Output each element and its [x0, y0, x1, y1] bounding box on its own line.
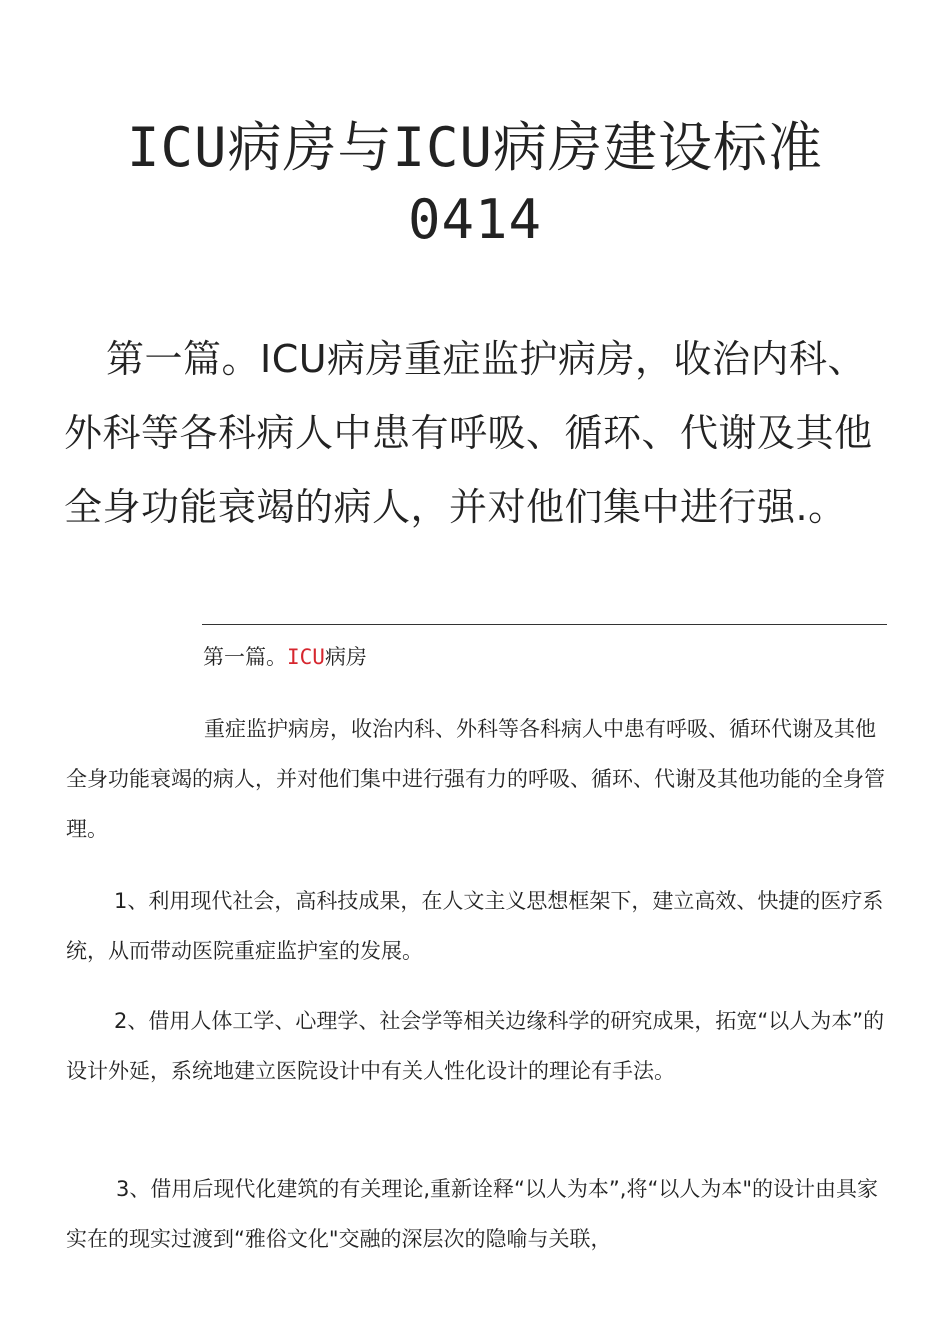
title-line-2: 0414: [407, 188, 543, 251]
abstract-text: 第一篇。ICU病房重症监护病房，收治内科、外科等各科病人中患有呼吸、循环、代谢及其他全身功能衰竭的病人，并对他们集中进行强.。: [64, 337, 873, 529]
body-paragraph-1: 1、利用现代社会，高科技成果，在人文主义思想框架下，建立高效、快捷的医疗系统，从而带动医院重症监护室的发展。: [66, 889, 884, 963]
section-heading-suffix: 病房: [324, 645, 367, 669]
document-title: [40, 112, 910, 256]
body-paragraph-2: 2、借用人体工学、心理学、社会学等相关边缘科学的研究成果，拓宽“以人为本”的设计外延，系统地建立医院设计中有关人性化设计的理论有手法。: [66, 1009, 885, 1083]
section-heading-highlight: ICU: [287, 645, 325, 669]
body-paragraph-3: 3、借用后现代化建筑的有关理论,重新诠释“以人为本”,将“以人为本"的设计由具家实在的现实过渡到“雅俗文化"交融的深层次的隐喻与关联，: [66, 1177, 879, 1251]
section-heading: [203, 642, 367, 672]
title-line-1: ICU病房与ICU病房建设标准: [126, 116, 824, 179]
section-heading-prefix: 第一篇。: [203, 645, 287, 669]
divider-line: [202, 624, 887, 625]
body-paragraph-intro: 重症监护病房，收治内科、外科等各科病人中患有呼吸、循环代谢及其他全身功能衰竭的病人，并对他们集中进行强有力的呼吸、循环、代谢及其他功能的全身管理。: [66, 717, 885, 841]
